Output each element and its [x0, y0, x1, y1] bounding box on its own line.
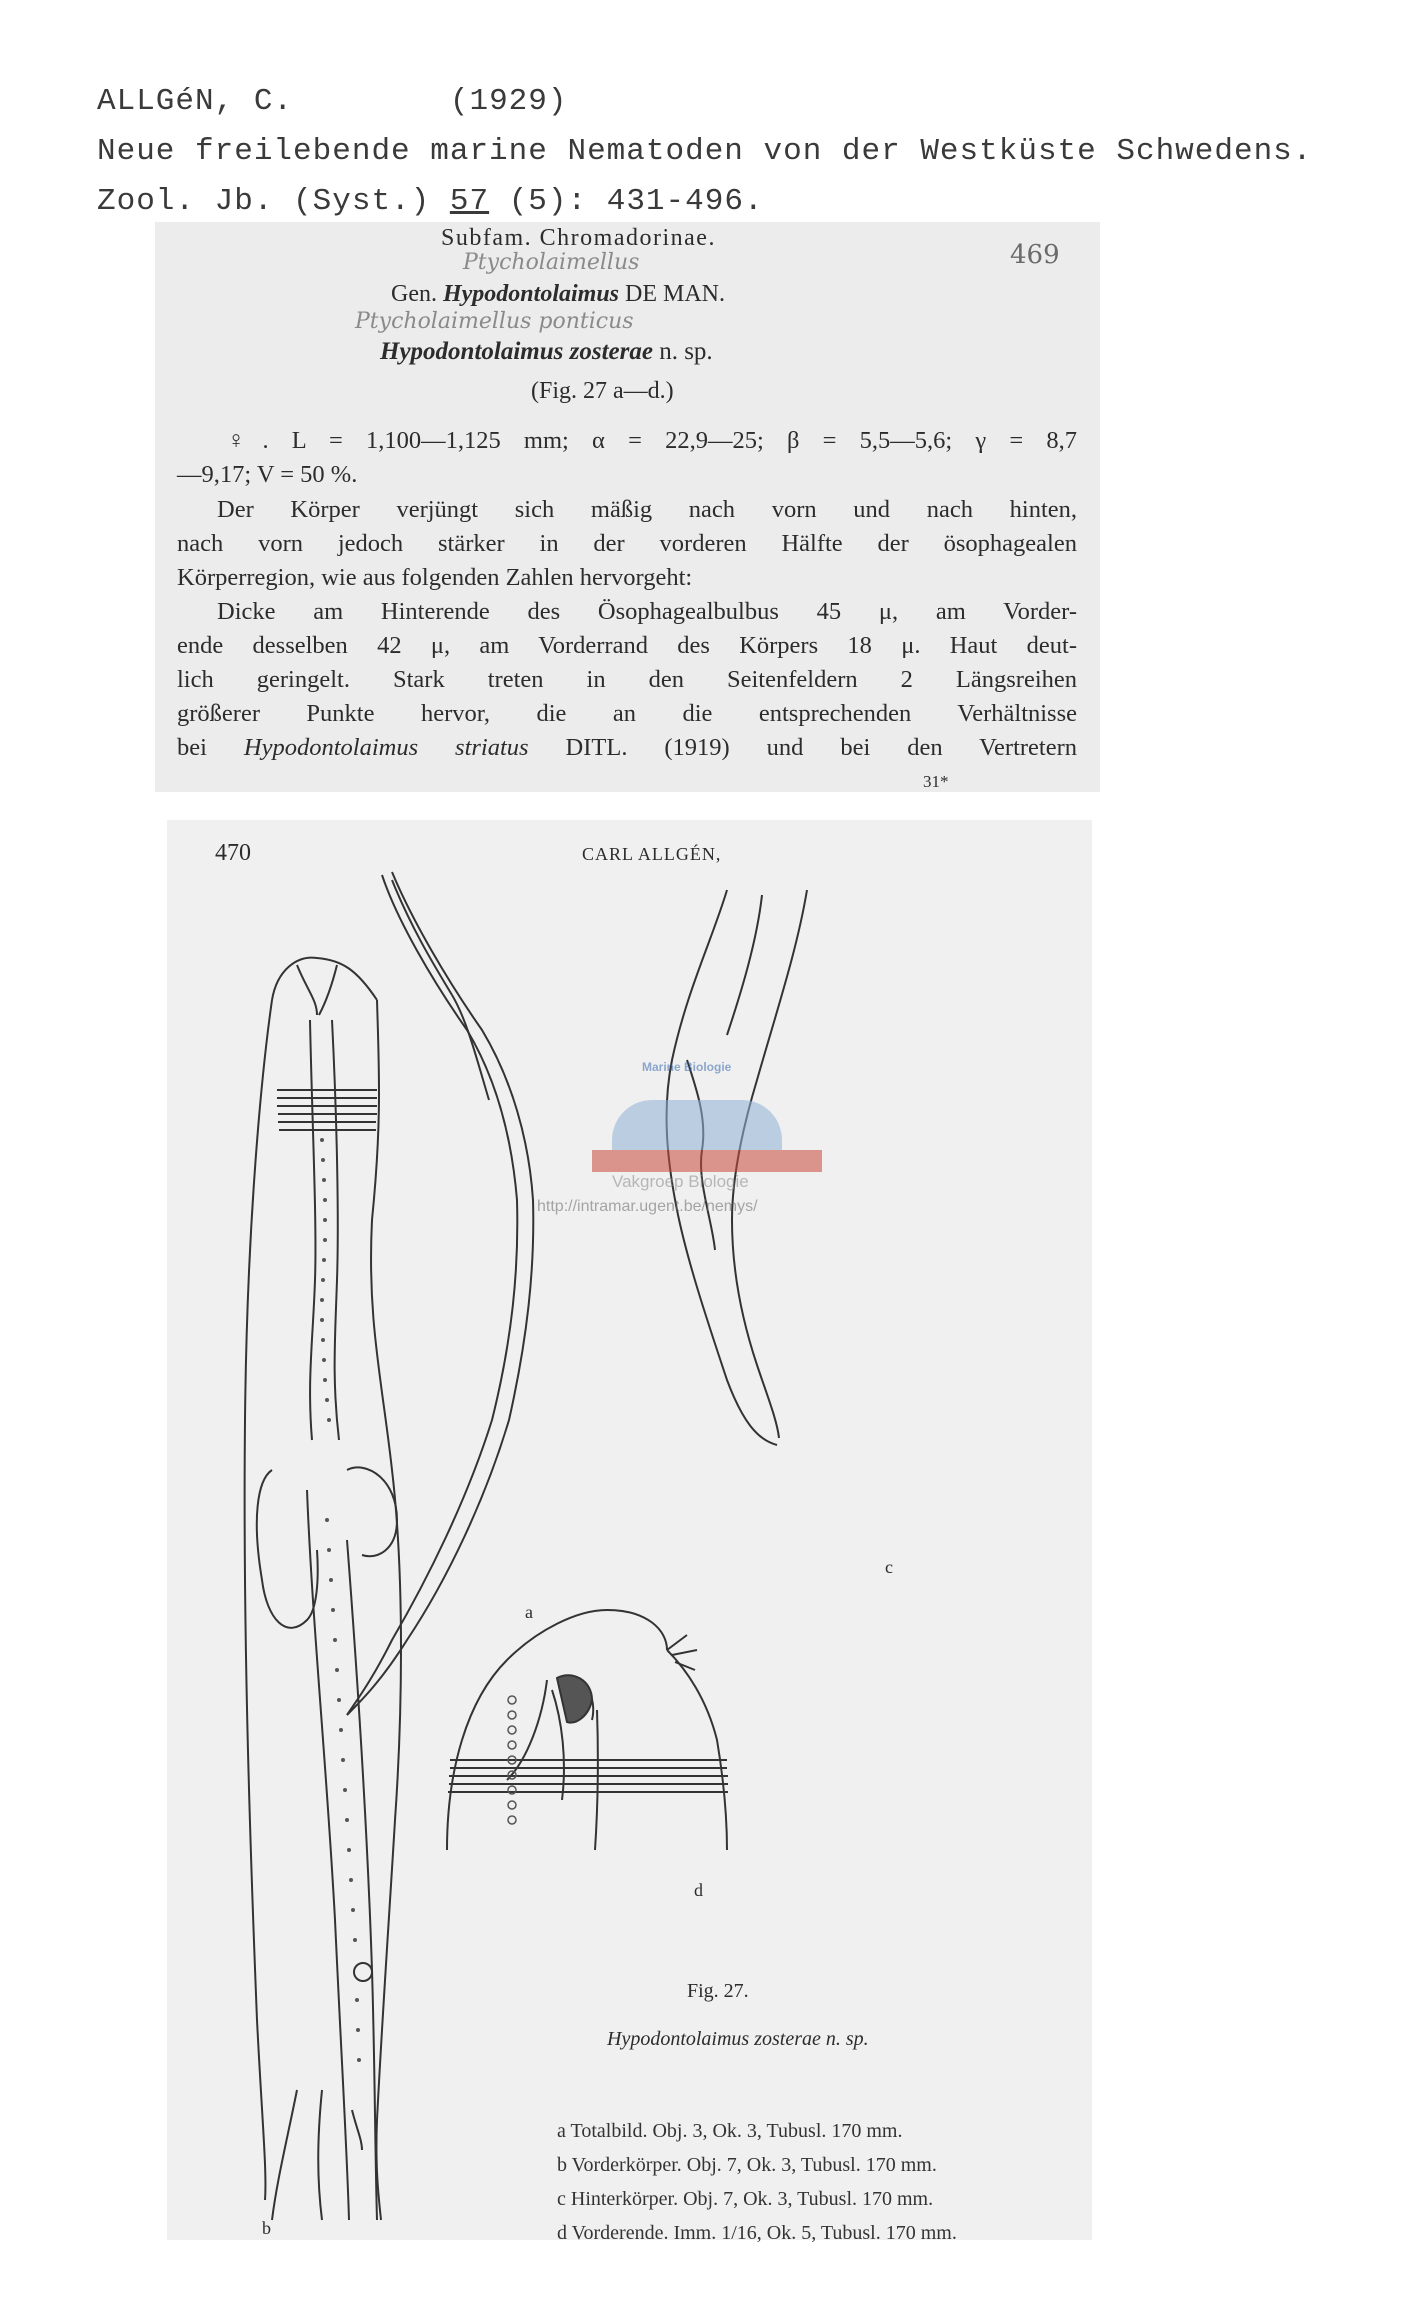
citation-issue-pages: (5): 431-496. — [508, 184, 764, 219]
citation-journal: Zool. Jb. (Syst.) — [97, 184, 431, 219]
page-number: 470 — [215, 840, 251, 866]
figure-caption: Hypodontolaimus zosterae n. sp. — [607, 2028, 869, 2050]
watermark — [537, 1060, 832, 1220]
paragraph-line: Dicke am Hinterende des Ösophagealbulbus 45 μ, am Vorder- — [217, 598, 1077, 625]
legend-line: a Totalbild. Obj. 3, Ok. 3, Tubusl. 170 mm. — [557, 2120, 903, 2142]
watermark-band-text: Vakgroep Biologie — [612, 1172, 749, 1191]
figure-label: Fig. 27. — [687, 1980, 749, 2002]
panel-label-b: b — [262, 2218, 271, 2238]
species-suffix: n. sp. — [659, 338, 713, 365]
page-469-clipping — [155, 222, 1100, 792]
genus-author: DE MAN. — [625, 281, 726, 307]
citation-author: ALLGéN, C. — [97, 84, 294, 119]
paragraph-line: ende desselben 42 μ, am Vorderrand des Körpers 18 μ. Haut deut- — [177, 632, 1077, 659]
watermark-top-text: Marine Biologie — [642, 1060, 732, 1074]
legend-line: b Vorderkörper. Obj. 7, Ok. 3, Tubusl. 170 mm. — [557, 2154, 937, 2176]
panel-label-d: d — [694, 1880, 703, 1900]
drawing-head-tooth — [557, 1675, 592, 1722]
paragraph-line: Der Körper verjüngt sich mäßig nach vorn und nach hinten, — [217, 496, 1077, 523]
figure-27-drawings — [167, 820, 1092, 2240]
paragraph-line: größerer Punkte hervor, die an die entsprechenden Verhältnisse — [177, 700, 1077, 727]
measurement-line: —9,17; V = 50 %. — [177, 461, 358, 488]
drawing-head-detail — [447, 1610, 728, 1850]
last-line-prefix: bei — [177, 734, 207, 761]
paragraph-line: nach vorn jedoch stärker in der vorderen Hälfte der ösophagealen — [177, 530, 1077, 557]
measurements — [177, 424, 1077, 492]
paragraph-line — [177, 731, 1077, 765]
running-head: CARL ALLGÉN, — [582, 844, 722, 864]
last-line-taxon: Hypodontolaimus striatus — [243, 734, 529, 761]
genus-prefix: Gen. — [391, 281, 437, 307]
legend-line: d Vorderende. Imm. 1/16, Ok. 5, Tubusl. 170 mm. — [557, 2222, 957, 2244]
drawing-anterior-body — [245, 958, 401, 2220]
last-line-rest: DITL. (1919) und bei den Vertretern — [565, 734, 1078, 761]
signature-mark: 31* — [923, 772, 949, 791]
citation-author-line — [97, 84, 567, 119]
citation-title: Neue freilebende marine Nematoden von der Westküste Schwedens. — [97, 134, 1313, 169]
watermark-band — [592, 1150, 822, 1172]
legend-line: c Hinterkörper. Obj. 7, Ok. 3, Tubusl. 170 mm. — [557, 2188, 934, 2210]
page-470-clipping — [167, 820, 1092, 2244]
species-name: Hypodontolaimus zosterae — [380, 338, 653, 365]
measurement-line: ♀. L = 1,100—1,125 mm; α = 22,9—25; β = 5,5—5,6; γ = 8,7 — [227, 427, 1077, 454]
citation-volume: 57 — [449, 184, 490, 219]
citation-year: (1929) — [449, 84, 568, 119]
handnote-genus: Ptycholaimellus — [463, 250, 640, 275]
subfamily-heading: Subfam. Chromadorinae. — [441, 225, 716, 251]
genus-heading — [391, 281, 725, 308]
paragraph-line: Körperregion, wie aus folgenden Zahlen hervorgeht: — [177, 564, 693, 591]
handnote-species: Ptycholaimellus ponticus — [355, 309, 634, 334]
handwritten-page-number: 469 — [1010, 240, 1060, 270]
watermark-dome — [612, 1100, 782, 1150]
description-paragraph — [177, 493, 1077, 765]
figure-reference: (Fig. 27 a—d.) — [531, 378, 674, 404]
species-heading — [380, 338, 713, 366]
paragraph-line: lich geringelt. Stark treten in den Seitenfeldern 2 Längsreihen — [177, 666, 1077, 693]
genus-name: Hypodontolaimus — [442, 281, 620, 307]
citation-journal-line — [97, 184, 764, 219]
watermark-url: http://intramar.ugent.be/nemys/ — [537, 1198, 758, 1215]
panel-label-c: c — [885, 1557, 893, 1577]
panel-label-a: a — [525, 1602, 533, 1622]
